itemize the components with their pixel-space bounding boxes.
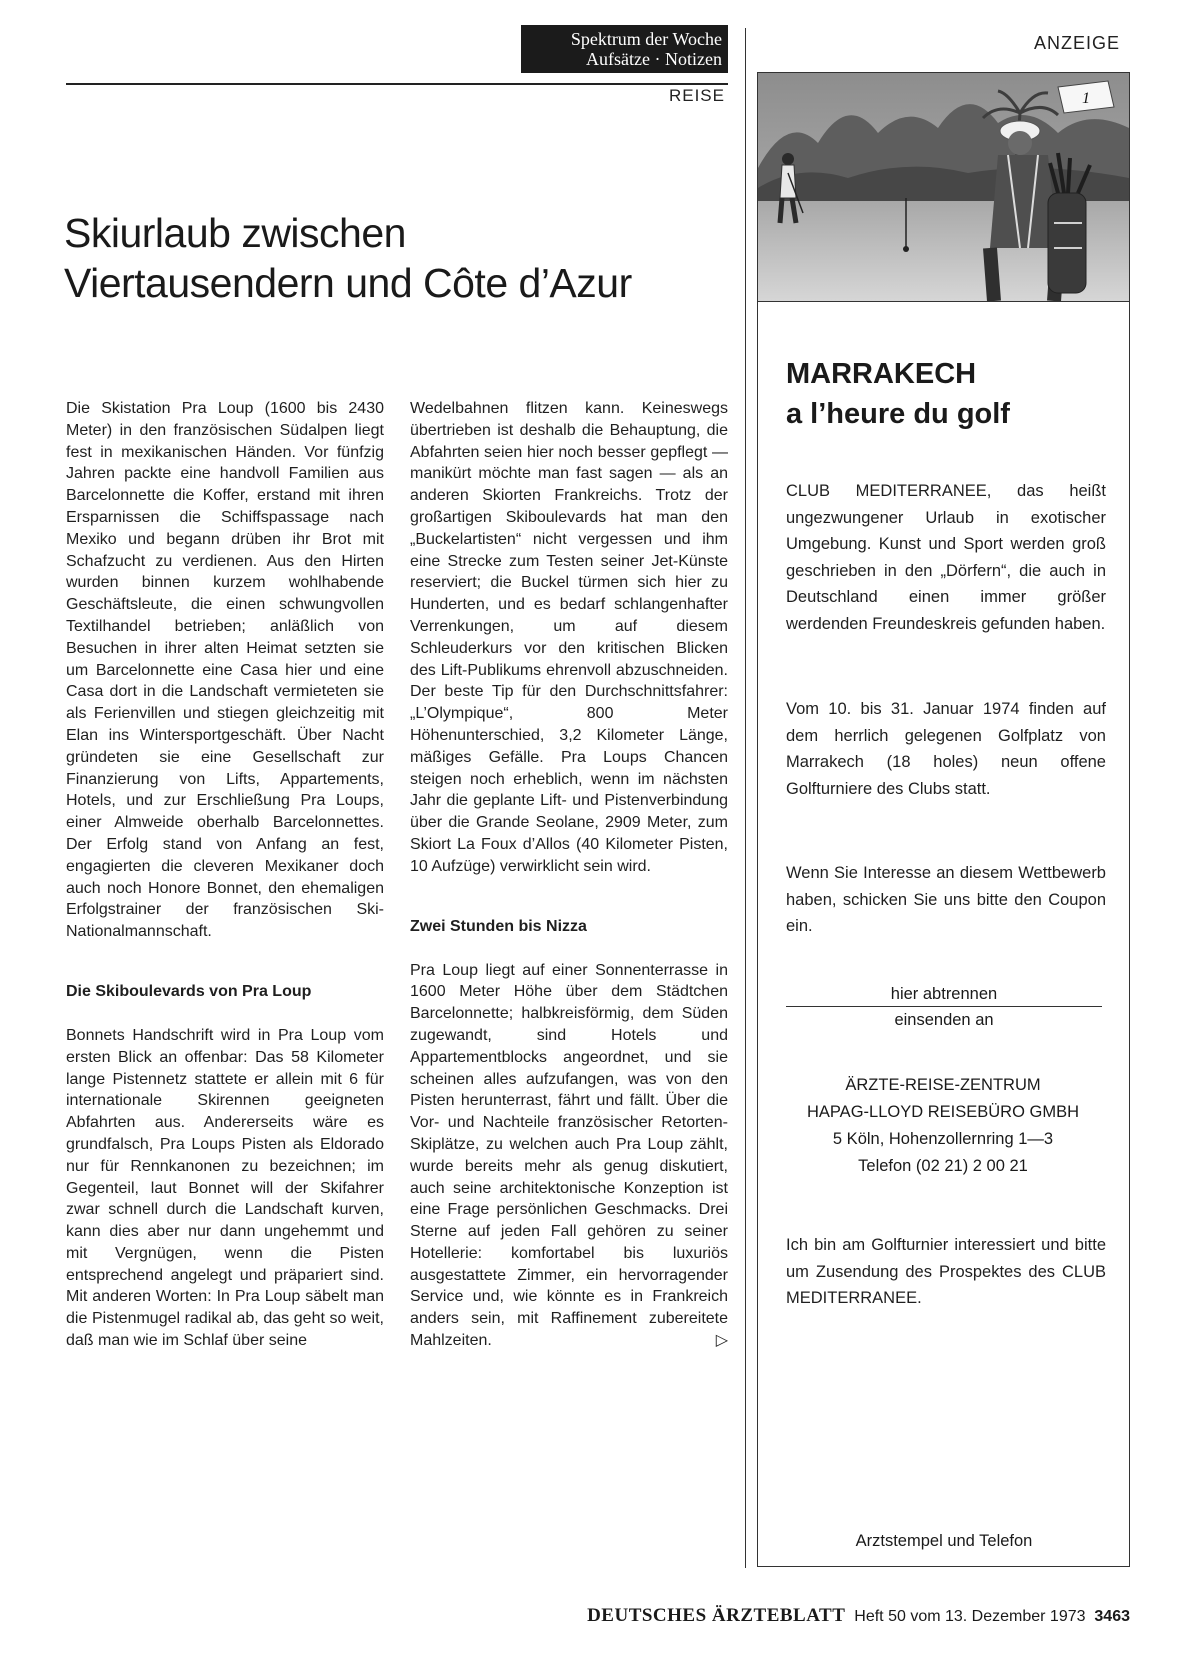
photo-divider: [758, 301, 1129, 302]
section-label: REISE: [668, 86, 725, 105]
section-badge: [521, 25, 728, 73]
article-paragraph-1: Die Skistation Pra Loup (1600 bis 2430 Meter) in den französischen Südalpen liegt fest in mexikanischen Händen. Vor fünfzig Jahren packte eine handvoll Familien aus Barcelonnette die Koffer, erstand mit ihren Ersparnissen die Schiffspassage nach Mexiko und begann drüben ihr Brot mit Schafzucht zu verdienen. Aus den Hirten wurden binnen kurzem wohlhabende Geschäftsleute, die einen schwungvollen Textilhandel betrieben; anläßlich von Besuchen in ihrer alten Heimat setzten sie um Barcelonnette eine Casa hier und eine Casa dort in die Landschaft vermieteten sie als Ferienvillen und stiegen gleichzeitig mit Elan ins Wintersportgeschäft. Über Nacht gründeten sie eine Gesellschaft zur Finanzierung von Lifts, Appartements, Hotels, und zur Erschließung Pra Loups, einer Almweide oberhalb Barcelonnettes. Der Erfolg stand von Anfang an fest, engagierten die cleveren Mexikaner doch auch noch Honore Bonnet, den ehemaligen Erfolgstrainer der französischen Ski-Nationalmannschaft.: [66, 400, 384, 941]
photo-flag-number: 1: [1082, 90, 1090, 107]
article-headline: [64, 208, 744, 308]
ad-title: MARRAKECH: [786, 358, 977, 390]
ad-paragraph-3: [786, 860, 1106, 940]
article-paragraph-4: [410, 960, 728, 1352]
badge-line-2: Aufsätze · Notizen: [586, 49, 722, 69]
ad-label: ANZEIGE: [1033, 33, 1120, 53]
ad-paragraph-2-text: Vom 10. bis 31. Januar 1974 finden auf dem herrlich gelegenen Golfplatz von Marrakech (18 holes) neun offene Golfturniere des Clubs statt.: [786, 700, 1106, 798]
ad-paragraph-3-text: Wenn Sie Interesse an diesem Wettbewerb haben, schicken Sie uns bitte den Coupon ein.: [786, 864, 1106, 935]
issue-info: Heft 50 vom 13. Dezember 1973: [854, 1608, 1086, 1625]
coupon-cut-line: [786, 1006, 1102, 1007]
ad-paragraph-1-text: CLUB MEDITERRANEE, das heißt ungezwungener Urlaub in exotischer Umgebung. Kunst und Sport werden groß geschrieben in den „Dörfern“, die auch in Deutschland einen immer größer werdenden Freundeskreis gefunden haben.: [786, 482, 1106, 633]
coupon-address: [778, 1072, 1108, 1180]
page-footer: [460, 1605, 1130, 1627]
article-paragraph-2: Bonnets Handschrift wird in Pra Loup vom ersten Blick an offenbar: Das 58 Kilometer lange Pistennetz stattete er allein mit 6 für internationale Skirennen geeigneten Abfahrten aus. Andererseits wäre es grundfalsch, Pra Loups Pisten als Eldorado nur für Rennkanonen zu bezeichnen; im Gegenteil, laut Bonnet will der Skifahrer zwar schnell durch die Landschaft kurven, kann dies aber nur dann ungehemmt und mit Vergnügen, wenn die Pisten entsprechend angelegt und präpariert sind. Mit anderen Worten: In Pra Loup säbelt man die Pistenmugel radikal ab, das geht so weit, daß man wie im Schlaf über seine: [66, 1026, 384, 1350]
ad-paragraph-1: [786, 478, 1106, 637]
badge-line-1: Spektrum der Woche: [570, 29, 722, 49]
cut-here-label: hier abtrennen: [890, 985, 998, 1003]
continue-arrow-icon: ▷: [715, 1332, 728, 1350]
journal-name: DEUTSCHES ÄRZTEBLATT: [587, 1605, 846, 1626]
article-column-2: [410, 398, 728, 1352]
golf-photo-illustration: [758, 73, 1129, 301]
column-divider: [745, 28, 746, 1568]
article-paragraph-3: Wedelbahnen flitzen kann. Keineswegs übertrieben ist deshalb die Behauptung, die Abfahrten seien hier noch besser gepflegt — manikürt möchte man fast sagen — als an anderen Skiorten Frankreichs. Trotz der großartigen Skiboulevards hat man den „Buckelartisten“ nicht vergessen und ihm eine Strecke zum Testen seiner Jet-Künste reserviert; die Buckel türmen sich hier zu Hunderten, und es bedarf schlangenhafter Verrenkungen, um auf diesem Schleuderkurs vor den kritischen Blicken des Lift-Publikums ehrenvoll abzuschneiden. Der beste Tip für den Durchschnittsfahrer: „L’Olympique“, 800 Meter Höhenunterschied, 3,2 Kilometer Länge, mäßiges Gefälle. Pra Loups Chancen steigen noch erheblich, wenn im nächsten Jahr die geplante Lift- und Pistenverbindung über die Grande Seolane, 2909 Meter, zum Skiort La Foux d’Allos (40 Kilometer Pisten, 10 Aufzüge) verwirklicht sein wird.: [410, 400, 728, 875]
golf-photo: [758, 73, 1129, 301]
address-line-2: HAPAG-LLOYD REISEBÜRO GMBH: [806, 1103, 1079, 1121]
article-paragraph-4-text: Pra Loup liegt auf einer Sonnenterrasse in 1600 Meter Höhe über dem Städtchen Barcelonnette; halbkreisförmig, dem Süden zugewandt, sind Hotels und Appartementblocks angeordnet, und sie scheinen alles aufzufangen, was von den Pisten herunterrast, fährt und fällt. Über die Vor- und Nachteile französischer Retorten-Skiplätze, zu welchen auch Pra Loup zählt, wurde bereits mehr als genug diskutiert, auch seine architektonische Konzeption ist eine Frage persönlichen Geschmacks. Drei Sterne auf jeden Fall gehören zu seiner Hotellerie: komfortabel bis luxuriös ausgestattete Zimmer, ein hervorragender Service und, wie könnte es in Frankreich anders sein, mit Raffinement zubereitete Mahlzeiten.: [410, 961, 728, 1350]
stamp-label: Arztstempel und Telefon: [855, 1532, 1033, 1550]
ad-paragraph-2: [786, 696, 1106, 802]
coupon-text: [786, 1232, 1106, 1312]
subheading-skiboulevards: Die Skiboulevards von Pra Loup: [66, 982, 312, 1000]
coupon-text-body: Ich bin am Golfturnier interessiert und bitte um Zusendung des Prospektes des CLUB MEDITERRANEE.: [786, 1236, 1106, 1307]
address-line-1: ÄRZTE-REISE-ZENTRUM: [845, 1076, 1041, 1094]
page-number: 3463: [1094, 1608, 1130, 1625]
address-line-4: Telefon (02 21) 2 00 21: [858, 1157, 1028, 1175]
headline-line-2: Viertausendern und Côte d’Azur: [64, 260, 632, 306]
headline-line-1: Skiurlaub zwischen: [64, 210, 406, 256]
address-line-3: 5 Köln, Hohenzollernring 1—3: [832, 1130, 1054, 1148]
header-rule: [66, 83, 728, 85]
ad-subtitle: a l’heure du golf: [786, 398, 1010, 430]
article-column-1: [66, 398, 384, 1352]
subheading-nizza: Zwei Stunden bis Nizza: [410, 917, 587, 935]
send-to-label: einsenden an: [894, 1011, 994, 1029]
